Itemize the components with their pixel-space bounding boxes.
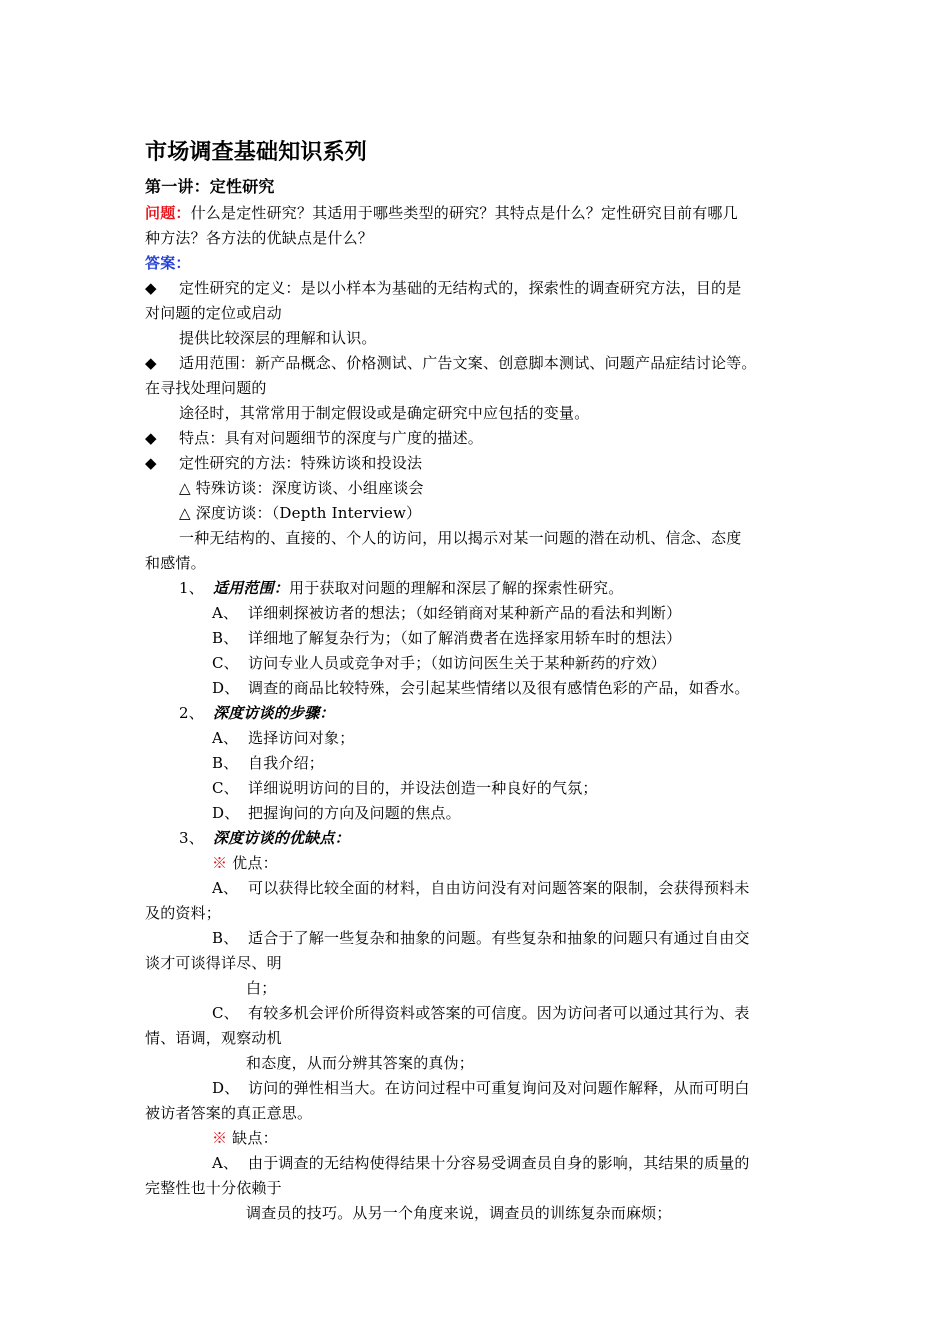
item-letter: C、	[212, 654, 239, 672]
section-number: 3、	[179, 829, 204, 847]
advantages-text: 优点：	[232, 854, 278, 872]
list-item	[212, 603, 681, 623]
question-text-cont: 种方法？各方法的优缺点是什么？	[145, 229, 374, 247]
section-title: 适用范围：	[213, 579, 290, 597]
item-text: 详细说明访问的目的，并设法创造一种良好的气氛；	[248, 779, 598, 797]
list-item	[212, 728, 354, 748]
bullet-features	[145, 428, 483, 448]
item-text-cont: 情、语调，观察动机	[145, 1029, 282, 1047]
intro-text-cont: 和感情。	[145, 554, 206, 572]
answer-label: 答案：	[145, 254, 191, 272]
item-letter: B、	[212, 929, 239, 947]
section-text: 用于获取对问题的理解和深层了解的探索性研究。	[289, 579, 624, 597]
item-text: 可以获得比较全面的材料，自由访问没有对问题答案的限制，会获得预料未	[248, 879, 750, 897]
bullet-scope	[145, 353, 757, 373]
advantage-item	[212, 1078, 750, 1098]
item-letter: C、	[212, 779, 239, 797]
diamond-bullet-icon: ◆	[145, 454, 157, 472]
bullet-text-cont: 途径时，其常常用于制定假设或是确定研究中应包括的变量。	[179, 404, 590, 422]
item-text: 详细地了解复杂行为；（如了解消费者在选择家用轿车时的想法）	[248, 629, 682, 647]
bullet-text: 定性研究的定义：是以小样本为基础的无结构式的，探索性的调查研究方法，目的是	[179, 279, 742, 297]
item-letter: B、	[212, 629, 239, 647]
triangle-icon: △	[179, 504, 191, 522]
list-item	[212, 628, 681, 648]
item-text-cont: 白；	[246, 979, 277, 997]
item-text: 有较多机会评价所得资料或答案的可信度。因为访问者可以通过其行为、表	[248, 1004, 750, 1022]
bullet-methods	[145, 453, 422, 473]
item-letter: A、	[212, 879, 239, 897]
question-text: 什么是定性研究？其适用于哪些类型的研究？其特点是什么？定性研究目前有哪几	[190, 204, 738, 222]
item-text-cont: 调查员的技巧。从另一个角度来说，调查员的训练复杂而麻烦；	[246, 1204, 672, 1222]
item-text: 调查的商品比较特殊，会引起某些情绪以及很有感情色彩的产品，如香水。	[248, 679, 750, 697]
item-text: 访问的弹性相当大。在访问过程中可重复询问及对问题作解释，从而可明白	[248, 1079, 750, 1097]
triangle-item	[179, 478, 424, 498]
item-letter: C、	[212, 1004, 239, 1022]
item-letter: A、	[212, 604, 239, 622]
item-letter: D、	[212, 679, 240, 697]
item-letter: A、	[212, 729, 239, 747]
section-title: 深度访谈的优缺点：	[213, 829, 350, 847]
bullet-text-cont: 提供比较深层的理解和认识。	[179, 329, 377, 347]
advantage-item	[212, 878, 750, 898]
triangle-text: 特殊访谈：深度访谈、小组座谈会	[195, 479, 424, 497]
item-text: 选择访问对象；	[248, 729, 355, 747]
advantage-item	[212, 1003, 750, 1023]
intro-text: 一种无结构的、直接的、个人的访问，用以揭示对某一问题的潜在动机、信念、态度	[179, 529, 742, 547]
list-item	[212, 653, 666, 673]
item-text: 详细刺探被访者的想法；（如经销商对某种新产品的看法和判断）	[248, 604, 682, 622]
bullet-text-cont: 对问题的定位或启动	[145, 304, 282, 322]
question-label: 问题：	[145, 204, 191, 222]
section-number: 2、	[179, 704, 204, 722]
disadvantages-label	[212, 1128, 278, 1148]
lecture-heading: 第一讲：定性研究	[145, 177, 275, 196]
reference-mark-icon: ※	[212, 1129, 228, 1147]
item-letter: D、	[212, 1079, 240, 1097]
item-text: 适合于了解一些复杂和抽象的问题。有些复杂和抽象的问题只有通过自由交	[248, 929, 750, 947]
diamond-bullet-icon: ◆	[145, 354, 157, 372]
advantages-label	[212, 853, 278, 873]
section-1-heading	[179, 578, 623, 598]
item-text: 访问专业人员或竞争对手；（如访问医生关于某种新药的疗效）	[248, 654, 667, 672]
question-line	[145, 203, 738, 223]
item-letter: B、	[212, 754, 239, 772]
triangle-item	[179, 503, 421, 523]
item-text: 自我介绍；	[248, 754, 325, 772]
section-number: 1、	[179, 579, 204, 597]
document-title: 市场调查基础知识系列	[145, 139, 368, 165]
bullet-text: 特点：具有对问题细节的深度与广度的描述。	[179, 429, 484, 447]
item-letter: A、	[212, 1154, 239, 1172]
section-3-heading	[179, 828, 350, 848]
list-item	[212, 678, 750, 698]
list-item	[212, 778, 598, 798]
diamond-bullet-icon: ◆	[145, 279, 157, 297]
reference-mark-icon: ※	[212, 854, 228, 872]
list-item	[212, 753, 324, 773]
diamond-bullet-icon: ◆	[145, 429, 157, 447]
item-text-cont: 完整性也十分依赖于	[145, 1179, 282, 1197]
disadvantage-item	[212, 1153, 750, 1173]
item-text-cont: 和态度，从而分辨其答案的真伪；	[246, 1054, 475, 1072]
section-2-heading	[179, 703, 335, 723]
triangle-text: 深度访谈：（Depth Interview）	[195, 504, 422, 522]
section-title: 深度访谈的步骤：	[213, 704, 335, 722]
list-item	[212, 803, 461, 823]
item-text: 由于调查的无结构使得结果十分容易受调查员自身的影响，其结果的质量的	[248, 1154, 750, 1172]
disadvantages-text: 缺点：	[232, 1129, 278, 1147]
item-text-cont: 被访者答案的真正意思。	[145, 1104, 313, 1122]
bullet-text-cont: 在寻找处理问题的	[145, 379, 267, 397]
bullet-definition	[145, 278, 741, 298]
item-text-cont: 及的资料；	[145, 904, 222, 922]
bullet-text: 定性研究的方法：特殊访谈和投设法	[179, 454, 423, 472]
triangle-icon: △	[179, 479, 191, 497]
item-text: 把握询问的方向及问题的焦点。	[248, 804, 461, 822]
item-text-cont: 谈才可谈得详尽、明	[145, 954, 282, 972]
advantage-item	[212, 928, 750, 948]
bullet-text: 适用范围：新产品概念、价格测试、广告文案、创意脚本测试、问题产品症结讨论等。	[179, 354, 757, 372]
item-letter: D、	[212, 804, 240, 822]
